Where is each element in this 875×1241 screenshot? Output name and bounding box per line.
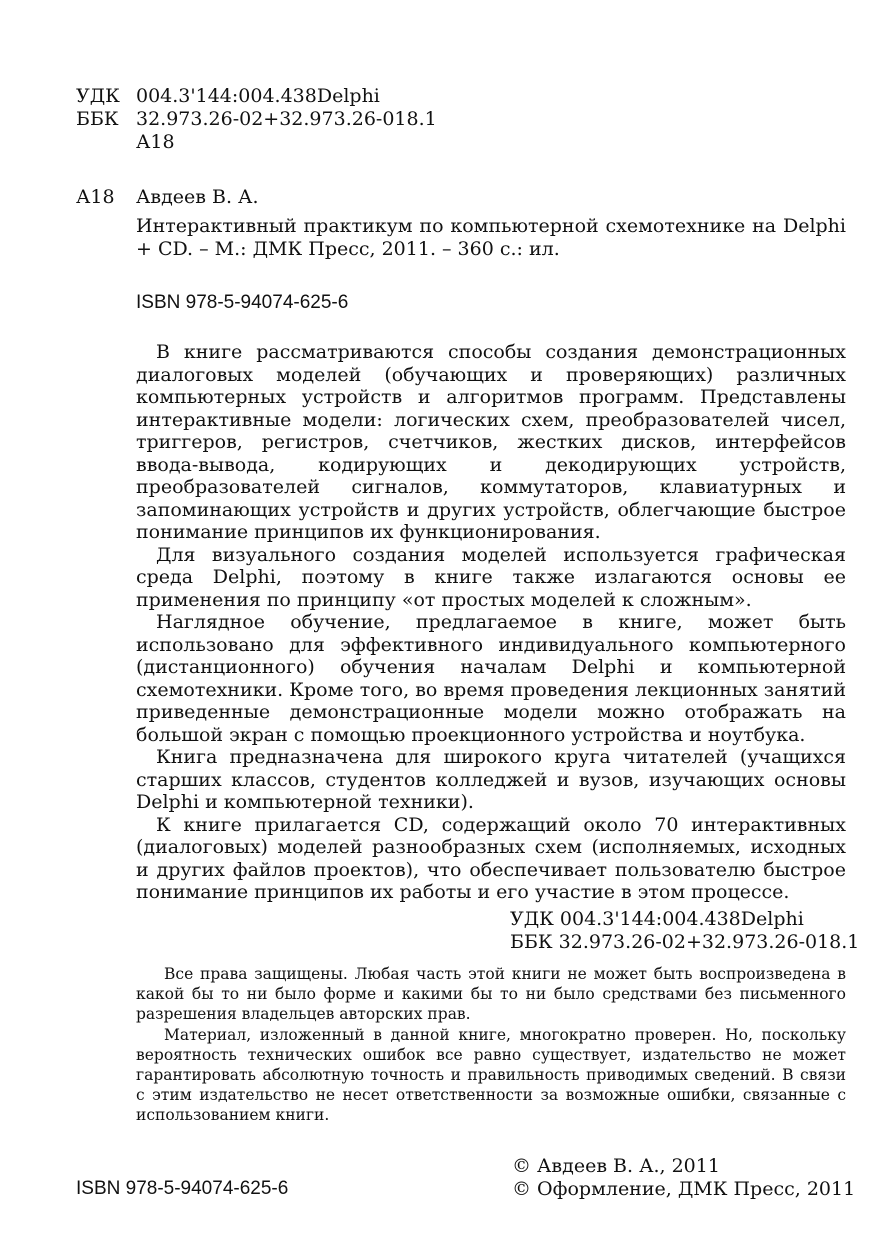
bibliographic-author: Авдеев В. А. [136, 186, 259, 208]
bibliographic-isbn: ISBN 978-5-94074-625-6 [136, 292, 349, 313]
bbk-repeat: ББК 32.973.26-02+32.973.26-018.1 [510, 930, 860, 953]
annotation-paragraph: Для визуального создания моделей используется графическая среда Delphi, поэтому в книге также излагаются основы ее применения по принципу «от простых моделей к сложным». [136, 543, 846, 611]
copyright-author: © Авдеев В. А., 2011 [512, 1155, 720, 1177]
bbk-value: 32.973.26-02+32.973.26-018.1 [136, 108, 437, 130]
annotation-paragraph: К книге прилагается CD, содержащий около 70 интерактивных (диалоговых) моделей разнообразных схем (исполняемых, исходных и других файлов проектов), что обеспечивает пользователю быстрое понимание принципов их работы и его участие в этом процессе. [136, 813, 846, 903]
rights-paragraph: Все права защищены. Любая часть этой книги не может быть воспроизведена в какой бы то ни было форме и какими бы то ни было средствами без письменного разрешения владельцев авторских прав. [136, 965, 846, 1024]
bibliographic-title: Интерактивный практикум по компьютерной схемотехнике на Delphi + CD. – М.: ДМК Пресс, 2011. – 360 с.: ил. [136, 215, 846, 260]
bibliographic-mark: А18 [76, 186, 115, 208]
author-mark: А18 [136, 131, 175, 153]
annotation [136, 341, 846, 904]
copyright-block [512, 1155, 855, 1201]
classification-repeat [510, 908, 859, 953]
bbk-label: ББК [76, 108, 119, 130]
copyright-design: © Оформление, ДМК Пресс, 2011 [512, 1178, 856, 1200]
udk-value: 004.3'144:004.438Delphi [136, 85, 380, 107]
udk-repeat: УДК 004.3'144:004.438Delphi [510, 908, 804, 930]
udk-label: УДК [76, 85, 120, 107]
classification-block [76, 85, 476, 155]
footer-isbn: ISBN 978-5-94074-625-6 [76, 1178, 289, 1199]
rights-paragraph: Материал, изложенный в данной книге, многократно проверен. Но, поскольку вероятность технических ошибок все равно существует, издательство не может гарантировать абсолютную точность и правильность приводимых сведений. В связи с этим издательство не несет ответственности за возможные ошибки, связанные с использованием книги. [136, 1025, 846, 1125]
annotation-paragraph: Книга предназначена для широкого круга читателей (учащихся старших классов, студентов колледжей и вузов, изучающих основы Delphi и компьютерной техники). [136, 746, 846, 813]
rights-notice [136, 964, 846, 1126]
annotation-paragraph: Наглядное обучение, предлагаемое в книге, может быть использовано для эффективного индивидуального компьютерного (дистанционного) обучения началам Delphi и компьютерной схемотехники. Кроме того, во время проведения лекционных занятий приведенные демонстрационные модели можно отображать на большой экран с помощью проекционного устройства и ноутбука. [136, 611, 846, 746]
annotation-paragraph: В книге рассматриваются способы создания демонстрационных диалоговых моделей (обучающих и проверяющих) различных компьютерных устройств и алгоритмов программ. Представлены интерактивные модели: логических схем, преобразователей чисел, триггеров, регистров, счетчиков, жестких дисков, интерфейсов ввода-вывода, кодирующих и декодирующих устройств, преобразователей сигналов, коммутаторов, клавиатурных и запоминающих устройств и других устройств, облегчающие быстрое понимание принципов их функционирования. [136, 341, 846, 543]
